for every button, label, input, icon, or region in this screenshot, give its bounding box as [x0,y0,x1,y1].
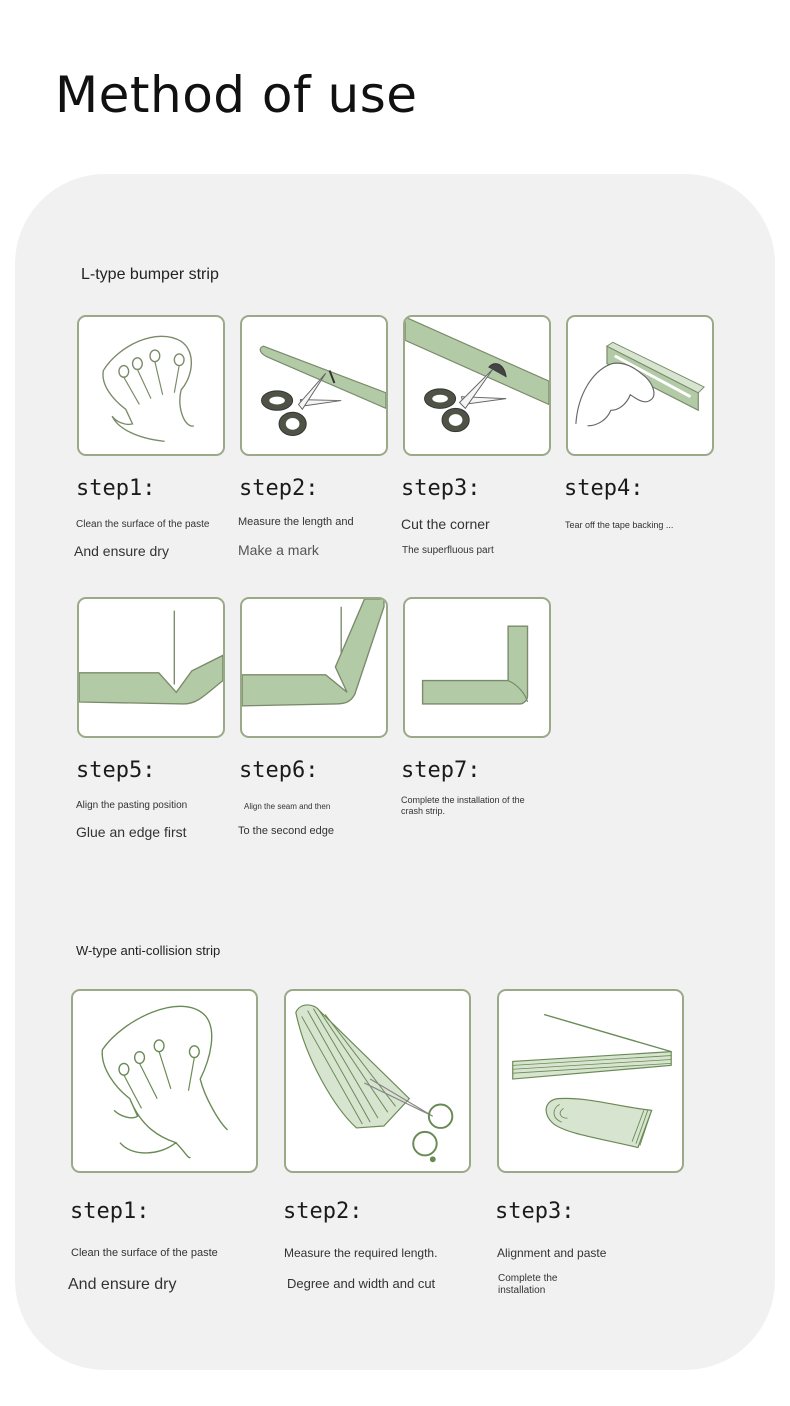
l-step6-line1: Align the seam and then [244,802,331,811]
l-step5-line2: Glue an edge first [76,824,187,840]
w-step1-line2: And ensure dry [68,1276,177,1293]
l-type-heading: L-type bumper strip [81,266,219,283]
scissors-corner-icon [405,317,549,454]
installed-corner-icon [405,599,549,736]
w-step3-label: step3: [495,1199,575,1224]
hand-wipe-icon [79,317,223,454]
l-step6-line2: To the second edge [238,825,335,837]
l-step7-illustration [403,597,551,738]
strip-paste-icon [499,991,682,1171]
w-step2-label: step2: [283,1199,363,1224]
l-step5-label: step5: [76,758,156,783]
l-step1-illustration [77,315,225,456]
l-step3-line1: Cut the corner [401,516,490,532]
w-step2-line2: Degree and width and cut [287,1276,436,1291]
l-step6-illustration [240,597,388,738]
l-step1-label: step1: [76,476,156,501]
l-step3-illustration [403,315,551,456]
hand-wipe-icon [73,991,256,1171]
w-step2-illustration [284,989,471,1173]
l-step2-label: step2: [239,476,319,501]
l-step3-label: step3: [401,476,481,501]
align-seam-icon [242,599,386,736]
l-step2-line2: Make a mark [238,542,319,558]
w-step2-line1: Measure the required length. [284,1246,438,1260]
w-step1-illustration [71,989,258,1173]
tape-backing-icon [568,317,712,454]
w-step3-line2: Complete the installation [498,1273,558,1296]
l-step1-line1: Clean the surface of the paste [76,519,210,530]
l-step3-line2: The superfluous part [402,545,494,556]
page-title: Method of use [55,66,418,124]
scissors-mark-icon [242,317,386,454]
l-step1-line2: And ensure dry [74,543,169,559]
l-step7-label: step7: [401,758,481,783]
l-step6-label: step6: [239,758,319,783]
l-step4-label: step4: [564,476,644,501]
l-step4-line1: Tear off the tape backing ... [565,520,674,530]
w-step3-line1: Alignment and paste [497,1246,607,1260]
l-step7-line1: Complete the installation of the crash strip. [401,795,525,816]
w-step1-label: step1: [70,1199,150,1224]
w-type-heading: W-type anti-collision strip [76,943,221,958]
l-step4-illustration [566,315,714,456]
roll-cut-icon [286,991,469,1171]
l-step5-illustration [77,597,225,738]
w-step1-line1: Clean the surface of the paste [71,1247,218,1259]
l-step2-illustration [240,315,388,456]
l-step5-line1: Align the pasting position [76,800,188,811]
align-edge-icon [79,599,223,736]
l-step2-line1: Measure the length and [238,516,354,528]
w-step3-illustration [497,989,684,1173]
